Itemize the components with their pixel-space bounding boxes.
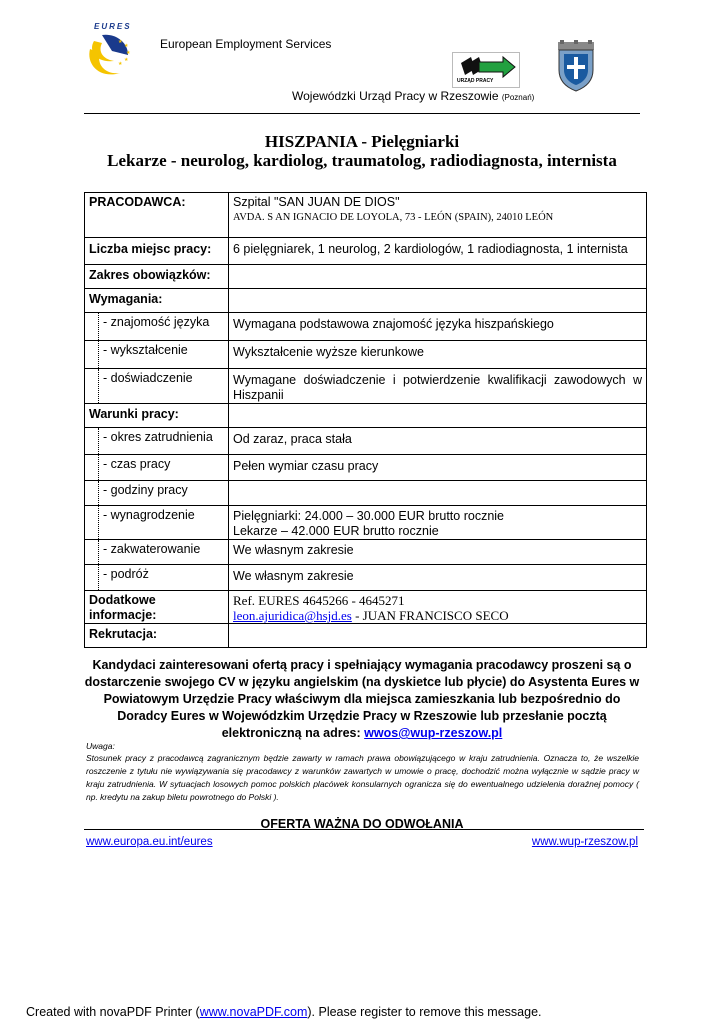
svg-text:★: ★ bbox=[124, 43, 129, 49]
housing-value: We własnym zakresie bbox=[229, 540, 647, 565]
requirements-row bbox=[85, 289, 647, 313]
exp-row bbox=[85, 369, 647, 404]
svg-text:★: ★ bbox=[118, 61, 123, 67]
employer-name: Szpital "SAN JUAN DE DIOS" bbox=[233, 195, 400, 209]
extra-row bbox=[85, 591, 647, 624]
duties-label: Zakres obowiązków: bbox=[85, 265, 229, 289]
salary-label: - wynagrodzenie bbox=[99, 506, 229, 540]
exp-value: Wymagane doświadczenie i potwierdzenie kwalifikacji zawodowych w Hiszpanii bbox=[229, 369, 647, 404]
novapdf-link[interactable]: www.novaPDF.com bbox=[199, 1005, 308, 1019]
office-name bbox=[292, 89, 534, 103]
edu-label: - wykształcenie bbox=[99, 341, 229, 369]
travel-row bbox=[85, 565, 647, 591]
requirements-label: Wymagania: bbox=[85, 289, 229, 313]
offer-table bbox=[84, 192, 647, 648]
salary-cell bbox=[229, 506, 647, 540]
salary-line-1: Pielęgniarki: 24.000 – 30.000 EUR brutto rocznie bbox=[233, 509, 504, 523]
hours-label: - godziny pracy bbox=[99, 481, 229, 506]
employer-row bbox=[85, 193, 647, 238]
extra-contact-line bbox=[233, 608, 642, 623]
up-arrow-icon bbox=[453, 53, 519, 79]
eures-swirl-icon bbox=[84, 31, 136, 81]
recruitment-label: Rekrutacja: bbox=[85, 624, 229, 648]
note-text: Stosunek pracy z pracodawcą zagranicznym będzie zawarty w ramach prawa obowiązującego w kraju zatrudnienia. Oznacza to, że wszelkie roszczenie z tytułu nie wywiązywania się pracodawcy z warunków zawartych w umowie o pracę, dochodzić można wyłącznie w sądzie pracy w kraju zatrudnienia. W sytuacjach losowych pomoc polskich placówek konsularnych ogranicza się do ewentualnego udzielenia doraźnej pomocy ( np. kredytu na zakup biletu powrotnego do Polski ). bbox=[86, 753, 639, 802]
exp-label: - doświadczenie bbox=[99, 369, 229, 404]
title-line-1: HISZPANIA - Pielęgniarki bbox=[264, 132, 460, 151]
edu-row bbox=[85, 341, 647, 369]
housing-row bbox=[85, 540, 647, 565]
positions-value: 6 pielęgniarek, 1 neurolog, 2 kardiologów, 1 radiodiagnosta, 1 internista bbox=[229, 238, 647, 265]
time-label: - czas pracy bbox=[99, 455, 229, 481]
eures-logo-text: EURES bbox=[94, 22, 132, 31]
recruitment-value bbox=[229, 624, 647, 648]
period-label: - okres zatrudnienia bbox=[99, 428, 229, 455]
conditions-row bbox=[85, 404, 647, 428]
europa-link[interactable]: www.europa.eu.int/eures bbox=[86, 836, 213, 848]
lang-label: - znajomość języka bbox=[99, 313, 229, 341]
created-prefix: Created with novaPDF Printer ( bbox=[26, 1005, 200, 1019]
positions-label: Liczba miejsc pracy: bbox=[85, 238, 229, 265]
eures-logo bbox=[84, 22, 136, 80]
extra-ref: Ref. EURES 4645266 - 4645271 bbox=[233, 593, 405, 608]
edu-value: Wykształcenie wyższe kierunkowe bbox=[229, 341, 647, 369]
validity-text: OFERTA WAŻNA DO ODWOŁANIA bbox=[260, 817, 464, 831]
created-suffix: ). Please register to remove this message. bbox=[307, 1005, 542, 1019]
up-logo-text: URZĄD PRACY bbox=[457, 78, 494, 84]
salary-line-2: Lekarze – 42.000 EUR brutto rocznie bbox=[233, 524, 439, 538]
salary-row bbox=[85, 506, 647, 540]
header-divider bbox=[84, 113, 640, 114]
travel-label: - podróż bbox=[99, 565, 229, 591]
footer-divider bbox=[84, 829, 644, 830]
hours-value bbox=[229, 481, 647, 506]
office-name-text: Wojewódzki Urząd Pracy w Rzeszowie bbox=[292, 89, 499, 103]
extra-contact: - JUAN FRANCISCO SECO bbox=[351, 608, 509, 623]
time-value: Pełen wymiar czasu pracy bbox=[229, 455, 647, 481]
recruitment-row bbox=[85, 624, 647, 648]
extra-email-link[interactable]: leon.ajuridica@hsjd.es bbox=[233, 608, 352, 623]
svg-text:★: ★ bbox=[118, 39, 123, 45]
conditions-value bbox=[229, 404, 647, 428]
housing-label: - zakwaterowanie bbox=[99, 540, 229, 565]
time-row bbox=[85, 455, 647, 481]
svg-text:★: ★ bbox=[124, 57, 129, 63]
candidates-paragraph bbox=[84, 657, 640, 742]
hours-row bbox=[85, 481, 647, 506]
employer-cell bbox=[229, 193, 647, 238]
candidates-text: Kandydaci zainteresowani ofertą pracy i spełniający wymagania pracodawcy proszeni są o dostarczenie swojego CV w języku angielskim (na dyskietce lub płycie) do Asystenta Eures w Powiatowym Urzędzie Pracy właściwym dla miejsca zamieszkania lub bezpośrednio do Doradcy Eures w Wojewódzkim Urzędzie Pracy w Rzeszowie lub przesłanie pocztą elektroniczną na adres: bbox=[84, 658, 640, 740]
coat-of-arms-icon bbox=[556, 40, 596, 92]
coat-of-arms bbox=[556, 40, 596, 92]
extra-label: Dodatkowe informacje: bbox=[85, 591, 229, 624]
urzad-pracy-logo bbox=[452, 52, 520, 88]
candidates-email-link[interactable]: wwos@wup-rzeszow.pl bbox=[364, 726, 503, 740]
svg-text:★: ★ bbox=[126, 50, 131, 56]
duties-value bbox=[229, 265, 647, 289]
positions-row bbox=[85, 238, 647, 265]
wup-link[interactable]: www.wup-rzeszow.pl bbox=[531, 836, 638, 848]
lang-row bbox=[85, 313, 647, 341]
extra-cell bbox=[229, 591, 647, 624]
travel-value: We własnym zakresie bbox=[229, 565, 647, 591]
created-with-line bbox=[26, 1005, 542, 1019]
period-row bbox=[85, 428, 647, 455]
lang-value: Wymagana podstawowa znajomość języka hiszpańskiego bbox=[229, 313, 647, 341]
note-heading: Uwaga: bbox=[86, 741, 115, 751]
org-title: European Employment Services bbox=[160, 37, 332, 51]
employer-label: PRACODAWCA: bbox=[85, 193, 229, 238]
conditions-label: Warunki pracy: bbox=[85, 404, 229, 428]
duties-row bbox=[85, 265, 647, 289]
office-note: (Poznań) bbox=[501, 93, 535, 102]
employer-address: AVDA. S AN IGNACIO DE LOYOLA, 73 - LEÓN (SPAIN), 24010 LEÓN bbox=[233, 212, 554, 223]
title-line-2: Lekarze - neurolog, kardiolog, traumatolog, radiodiagnosta, internista bbox=[107, 151, 617, 170]
requirements-value bbox=[229, 289, 647, 313]
period-value: Od zaraz, praca stała bbox=[229, 428, 647, 455]
